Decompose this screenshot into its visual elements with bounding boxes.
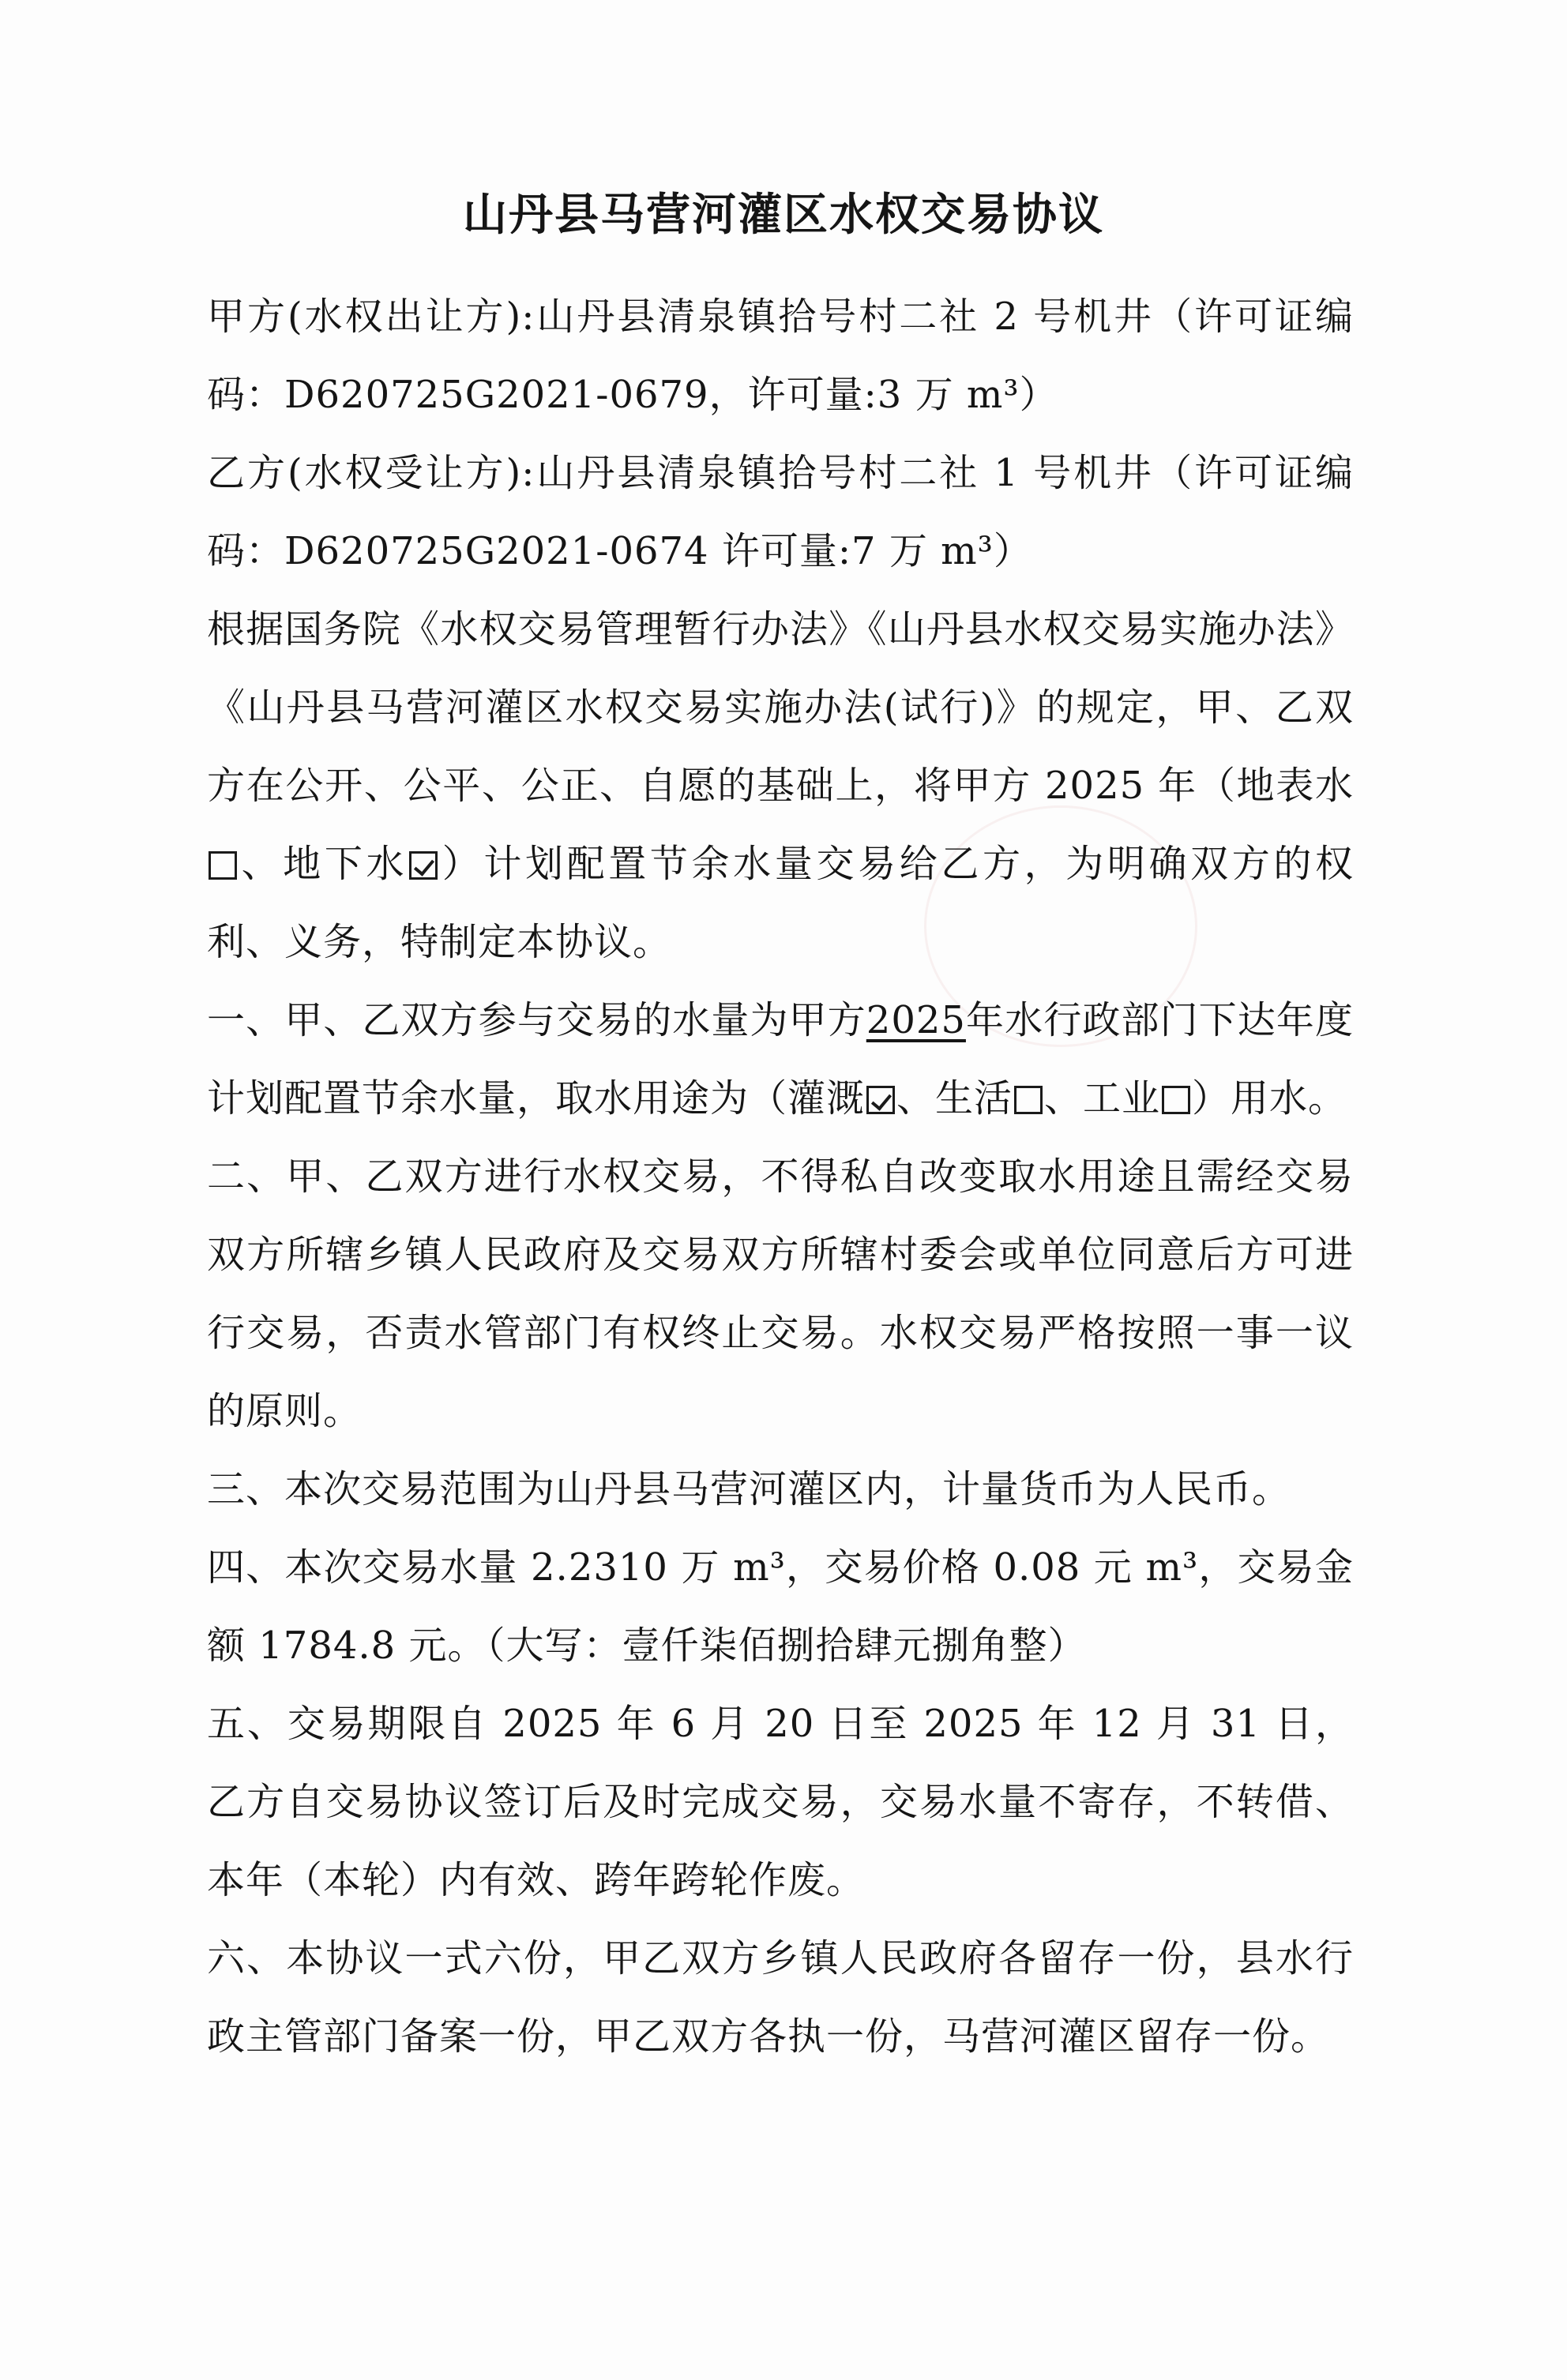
preamble-groundwater-label: 、地下水: [239, 842, 408, 886]
industry-checkbox-unchecked: [1162, 1086, 1190, 1114]
groundwater-checkbox-checked: [409, 851, 438, 880]
clause-4-paragraph: 四、本次交易水量 2.2310 万 m³，交易价格 0.08 元 m³，交易金额 1784.8 元。（大写：壹仟柒佰捌拾肆元捌角整）: [207, 1545, 1354, 1668]
clause-1-prefix: 一、甲、乙双方参与交易的水量为甲方: [207, 998, 866, 1042]
living-checkbox-unchecked: [1014, 1086, 1043, 1114]
clause-1-paragraph: [207, 982, 1354, 1138]
party-b-paragraph: 乙方(水权受让方):山丹县清泉镇拾号村二社 1 号机井（许可证编码：D620725G2021-0674 许可量:7 万 m³）: [207, 451, 1354, 573]
agreement-title: 山丹县马营河灌区水权交易协议: [463, 190, 1104, 241]
clause-1-middle: 年水行政部门下达年度计划配置节余水量，取水用途为（灌溉: [207, 998, 1354, 1121]
agreement-body: [207, 278, 1354, 2076]
surface-water-checkbox-unchecked: [209, 851, 237, 880]
clause-1-suffix: ）用水。: [1192, 1076, 1347, 1121]
clause-1-year-underlined: 2025: [866, 998, 966, 1042]
clause-1-living-label: 、生活: [896, 1076, 1013, 1121]
preamble-paragraph: [207, 591, 1354, 982]
clause-2-paragraph: 二、甲、乙双方进行水权交易，不得私自改变取水用途且需经交易双方所辖乡镇人民政府及交易双方所辖村委会或单位同意后方可进行交易，否责水管部门有权终止交易。水权交易严格按照一事一议的原则。: [207, 1154, 1354, 1433]
clause-1-industry-label: 、工业: [1044, 1076, 1161, 1121]
irrigation-checkbox-checked: [866, 1086, 895, 1114]
party-a-paragraph: 甲方(水权出让方):山丹县清泉镇拾号村二社 2 号机井（许可证编码：D620725G2021-0679，许可量:3 万 m³）: [207, 295, 1354, 417]
clause-5-paragraph: 五、交易期限自 2025 年 6 月 20 日至 2025 年 12 月 31 日，乙方自交易协议签订后及时完成交易，交易水量不寄存，不转借、本年（本轮）内有效、跨年跨轮作废。: [207, 1702, 1354, 1902]
preamble-text-after: ）计划配置节余水量交易给乙方，为明确双方的权利、义务，特制定本协议。: [207, 842, 1354, 964]
clause-3-paragraph: 三、本次交易范围为山丹县马营河灌区内，计量货币为人民币。: [207, 1467, 1291, 1511]
clause-6-paragraph: 六、本协议一式六份，甲乙双方乡镇人民政府各留存一份，县水行政主管部门备案一份，甲乙双方各执一份，马营河灌区留存一份。: [207, 1936, 1354, 2059]
preamble-text-before: 根据国务院《水权交易管理暂行办法》《山丹县水权交易实施办法》《山丹县马营河灌区水权交易实施办法(试行)》的规定，甲、乙双方在公开、公平、公正、自愿的基础上，将甲方 2025 年（地表水: [207, 607, 1354, 808]
